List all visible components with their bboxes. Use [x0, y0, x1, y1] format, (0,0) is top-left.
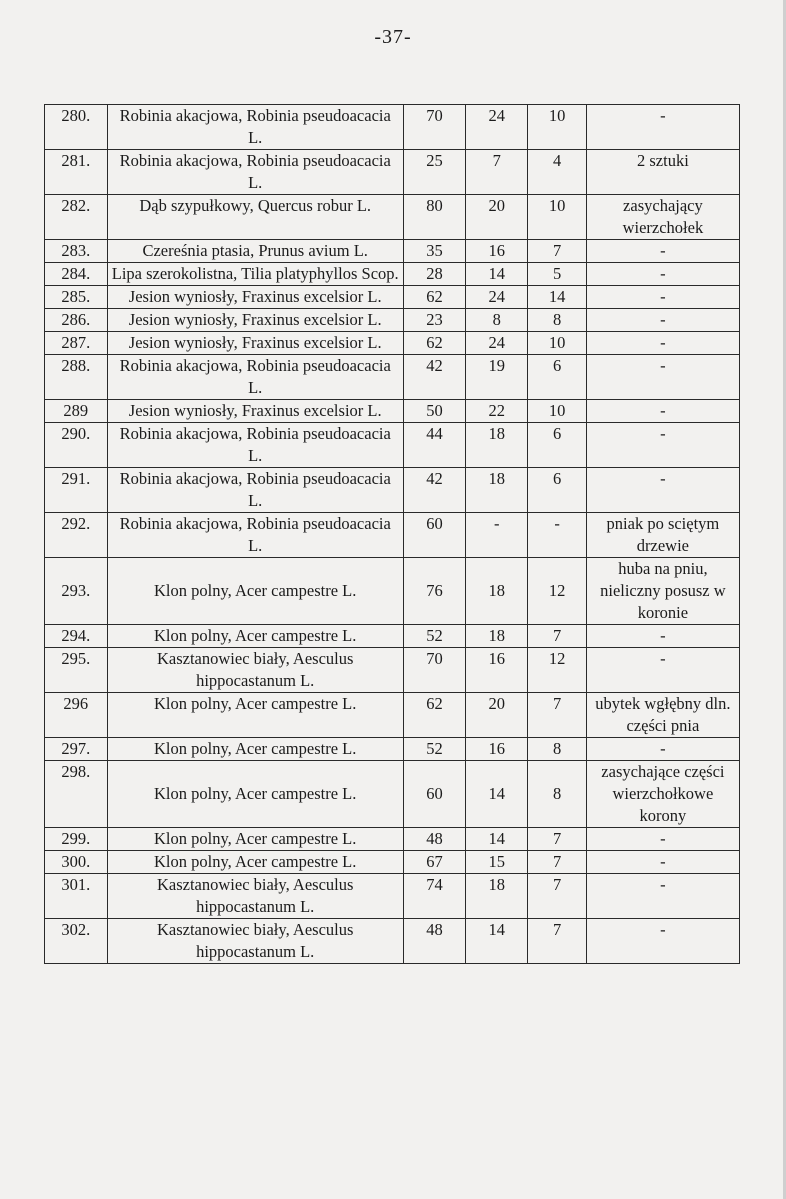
value-1: 35: [403, 240, 465, 263]
value-2: 18: [466, 423, 528, 468]
table-row: [45, 468, 740, 513]
remarks: pniak po sciętym drzewie: [586, 513, 739, 558]
row-number: 296: [45, 693, 108, 738]
value-3: 10: [528, 332, 586, 355]
row-number: 295.: [45, 648, 108, 693]
remarks: -: [586, 286, 739, 309]
value-3: 12: [528, 648, 586, 693]
remarks: ubytek wgłębny dln. części pnia: [586, 693, 739, 738]
value-1: 52: [403, 738, 465, 761]
value-1: 80: [403, 195, 465, 240]
row-number: 299.: [45, 828, 108, 851]
value-3: 10: [528, 400, 586, 423]
table-row: [45, 309, 740, 332]
row-number: 289: [45, 400, 108, 423]
remarks: -: [586, 309, 739, 332]
remarks: -: [586, 648, 739, 693]
remarks: -: [586, 874, 739, 919]
table-row: [45, 874, 740, 919]
row-number: 302.: [45, 919, 108, 964]
remarks: -: [586, 625, 739, 648]
value-1: 74: [403, 874, 465, 919]
row-number: 294.: [45, 625, 108, 648]
row-number: 286.: [45, 309, 108, 332]
species-name: Jesion wyniosły, Fraxinus excelsior L.: [107, 286, 403, 309]
row-number: 293.: [45, 558, 108, 625]
value-2: 18: [466, 874, 528, 919]
value-3: 14: [528, 286, 586, 309]
value-1: 28: [403, 263, 465, 286]
species-name: Jesion wyniosły, Fraxinus excelsior L.: [107, 400, 403, 423]
row-number: 288.: [45, 355, 108, 400]
value-2: 8: [466, 309, 528, 332]
value-1: 42: [403, 355, 465, 400]
value-2: 16: [466, 738, 528, 761]
row-number: 301.: [45, 874, 108, 919]
value-1: 62: [403, 693, 465, 738]
value-3: 10: [528, 105, 586, 150]
value-2: 18: [466, 558, 528, 625]
remarks: -: [586, 851, 739, 874]
value-3: 7: [528, 874, 586, 919]
species-name: Kasztanowiec biały, Aesculus hippocastanum L.: [107, 648, 403, 693]
row-number: 297.: [45, 738, 108, 761]
value-1: 52: [403, 625, 465, 648]
value-2: 14: [466, 263, 528, 286]
remarks: zasychające części wierzchołkowe korony: [586, 761, 739, 828]
table-row: [45, 423, 740, 468]
value-3: 7: [528, 240, 586, 263]
remarks: 2 sztuki: [586, 150, 739, 195]
species-name: Klon polny, Acer campestre L.: [107, 851, 403, 874]
value-2: 16: [466, 240, 528, 263]
table-row: [45, 150, 740, 195]
value-1: 44: [403, 423, 465, 468]
table-row: [45, 558, 740, 625]
value-1: 76: [403, 558, 465, 625]
value-3: 7: [528, 919, 586, 964]
species-name: Klon polny, Acer campestre L.: [107, 625, 403, 648]
table-row: [45, 105, 740, 150]
remarks: -: [586, 400, 739, 423]
table-row: [45, 828, 740, 851]
row-number: 282.: [45, 195, 108, 240]
value-1: 67: [403, 851, 465, 874]
table-row: [45, 513, 740, 558]
row-number: 285.: [45, 286, 108, 309]
remarks: -: [586, 332, 739, 355]
species-name: Klon polny, Acer campestre L.: [107, 828, 403, 851]
value-1: 70: [403, 105, 465, 150]
table-row: [45, 195, 740, 240]
row-number: 300.: [45, 851, 108, 874]
species-name: Jesion wyniosły, Fraxinus excelsior L.: [107, 332, 403, 355]
value-2: 18: [466, 625, 528, 648]
species-name: Robinia akacjowa, Robinia pseudoacacia L.: [107, 105, 403, 150]
species-name: Klon polny, Acer campestre L.: [107, 738, 403, 761]
value-2: 16: [466, 648, 528, 693]
value-3: 6: [528, 423, 586, 468]
row-number: 283.: [45, 240, 108, 263]
value-1: 23: [403, 309, 465, 332]
species-name: Jesion wyniosły, Fraxinus excelsior L.: [107, 309, 403, 332]
value-3: 7: [528, 851, 586, 874]
value-1: 50: [403, 400, 465, 423]
species-name: Robinia akacjowa, Robinia pseudoacacia L.: [107, 355, 403, 400]
page-number: -37-: [374, 26, 412, 48]
table-row: [45, 919, 740, 964]
value-3: 5: [528, 263, 586, 286]
remarks: -: [586, 828, 739, 851]
table-row: [45, 240, 740, 263]
remarks: huba na pniu, nieliczny posusz w koronie: [586, 558, 739, 625]
remarks: zasychający wierzchołek: [586, 195, 739, 240]
value-3: 7: [528, 625, 586, 648]
table-row: [45, 355, 740, 400]
species-name: Robinia akacjowa, Robinia pseudoacacia L.: [107, 150, 403, 195]
table-row: [45, 400, 740, 423]
species-name: Kasztanowiec biały, Aesculus hippocastanum L.: [107, 874, 403, 919]
remarks: -: [586, 263, 739, 286]
value-3: 8: [528, 738, 586, 761]
value-2: 24: [466, 105, 528, 150]
table-row: [45, 738, 740, 761]
value-1: 62: [403, 332, 465, 355]
value-2: 19: [466, 355, 528, 400]
value-1: 60: [403, 513, 465, 558]
species-name: Robinia akacjowa, Robinia pseudoacacia L.: [107, 468, 403, 513]
tree-inventory-table: [44, 104, 740, 964]
value-2: 14: [466, 919, 528, 964]
species-name: Klon polny, Acer campestre L.: [107, 558, 403, 625]
table-row: [45, 693, 740, 738]
row-number: 290.: [45, 423, 108, 468]
value-2: 7: [466, 150, 528, 195]
remarks: -: [586, 355, 739, 400]
value-2: 15: [466, 851, 528, 874]
remarks: -: [586, 423, 739, 468]
value-1: 48: [403, 828, 465, 851]
table-row: [45, 286, 740, 309]
value-3: 4: [528, 150, 586, 195]
value-1: 70: [403, 648, 465, 693]
species-name: Robinia akacjowa, Robinia pseudoacacia L.: [107, 513, 403, 558]
value-1: 48: [403, 919, 465, 964]
species-name: Robinia akacjowa, Robinia pseudoacacia L.: [107, 423, 403, 468]
table-row: [45, 851, 740, 874]
value-2: 18: [466, 468, 528, 513]
row-number: 280.: [45, 105, 108, 150]
table-row: [45, 648, 740, 693]
value-3: 7: [528, 828, 586, 851]
table-row: [45, 625, 740, 648]
species-name: Dąb szypułkowy, Quercus robur L.: [107, 195, 403, 240]
value-3: 7: [528, 693, 586, 738]
species-name: Lipa szerokolistna, Tilia platyphyllos Scop.: [107, 263, 403, 286]
value-3: 10: [528, 195, 586, 240]
value-2: -: [466, 513, 528, 558]
value-1: 42: [403, 468, 465, 513]
value-3: 12: [528, 558, 586, 625]
value-3: 8: [528, 761, 586, 828]
remarks: -: [586, 240, 739, 263]
row-number: 284.: [45, 263, 108, 286]
remarks: -: [586, 105, 739, 150]
value-1: 62: [403, 286, 465, 309]
value-2: 24: [466, 286, 528, 309]
species-name: Kasztanowiec biały, Aesculus hippocastanum L.: [107, 919, 403, 964]
value-2: 22: [466, 400, 528, 423]
row-number: 298.: [45, 761, 108, 828]
remarks: -: [586, 468, 739, 513]
species-name: Czereśnia ptasia, Prunus avium L.: [107, 240, 403, 263]
remarks: -: [586, 738, 739, 761]
value-3: 8: [528, 309, 586, 332]
value-3: 6: [528, 355, 586, 400]
value-1: 60: [403, 761, 465, 828]
species-name: Klon polny, Acer campestre L.: [107, 761, 403, 828]
value-2: 20: [466, 195, 528, 240]
table-row: [45, 263, 740, 286]
species-name: Klon polny, Acer campestre L.: [107, 693, 403, 738]
table-row: [45, 332, 740, 355]
value-2: 14: [466, 761, 528, 828]
row-number: 281.: [45, 150, 108, 195]
value-3: -: [528, 513, 586, 558]
row-number: 287.: [45, 332, 108, 355]
remarks: -: [586, 919, 739, 964]
value-2: 14: [466, 828, 528, 851]
row-number: 291.: [45, 468, 108, 513]
value-2: 20: [466, 693, 528, 738]
row-number: 292.: [45, 513, 108, 558]
table-row: [45, 761, 740, 828]
value-2: 24: [466, 332, 528, 355]
value-1: 25: [403, 150, 465, 195]
value-3: 6: [528, 468, 586, 513]
